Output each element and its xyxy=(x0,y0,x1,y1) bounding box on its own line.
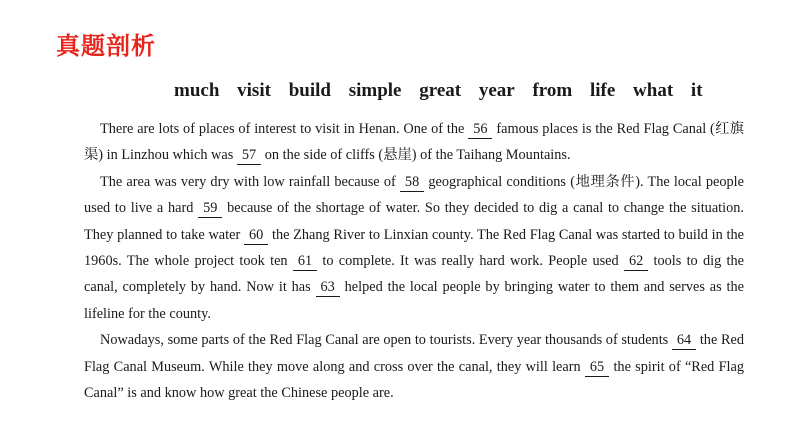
blank-58[interactable]: 58 xyxy=(400,174,424,192)
passage-text: the Zhang River to Linxian county. The Red Flag Canal was started to build in the 1960s. The whole project took ten xyxy=(84,226,744,270)
passage-text: on the side of cliffs (悬崖) of the Taihang Mountains. xyxy=(261,147,571,164)
word-bank-item: from xyxy=(532,80,573,101)
passage-text: famous places is the Red Flag Canal (红旗渠) in Linzhou which was xyxy=(84,121,744,164)
blank-61[interactable]: 61 xyxy=(293,253,317,271)
word-bank-item: much xyxy=(174,80,220,101)
paragraph-2 xyxy=(84,169,744,327)
word-bank xyxy=(174,80,703,102)
blank-62[interactable]: 62 xyxy=(624,253,648,271)
paragraph-3 xyxy=(84,327,744,406)
passage-text: helped the local people by bringing water to them and serves as the lifeline for the county. xyxy=(84,279,744,322)
passage-text: the Red Flag Canal Museum. While they move along and cross over the canal, they will learn xyxy=(84,332,744,375)
paragraph-1 xyxy=(84,116,744,169)
passage-text: because of the shortage of water. So they decided to dig a canal to change the situation. They planned to take water xyxy=(84,200,744,243)
blank-65[interactable]: 65 xyxy=(585,359,609,377)
word-bank-item: simple xyxy=(348,80,402,101)
passage-text: geographical conditions (地理条件). The local people used to live a hard xyxy=(84,173,744,217)
word-bank-item: what xyxy=(633,80,674,101)
passage-text: There are lots of places of interest to visit in Henan. One of the xyxy=(100,121,469,137)
blank-57[interactable]: 57 xyxy=(237,147,261,165)
word-bank-item: year xyxy=(478,80,515,101)
passage xyxy=(84,116,744,406)
blank-64[interactable]: 64 xyxy=(672,332,696,350)
word-bank-item: great xyxy=(419,80,462,101)
blank-59[interactable]: 59 xyxy=(198,200,222,218)
word-bank-item: build xyxy=(288,80,331,101)
page-title: 真题剖析 xyxy=(56,32,156,60)
blank-56[interactable]: 56 xyxy=(468,121,492,139)
word-bank-item: it xyxy=(690,80,703,101)
word-bank-item: life xyxy=(589,80,616,101)
blank-60[interactable]: 60 xyxy=(244,227,268,245)
passage-text: The area was very dry with low rainfall because of xyxy=(100,173,400,190)
passage-text: to complete. It was really hard work. People used xyxy=(317,253,624,270)
passage-text: the spirit of “Red Flag Canal” is and know how great the Chinese people are. xyxy=(84,358,744,402)
word-bank-item: visit xyxy=(237,80,271,101)
blank-63[interactable]: 63 xyxy=(316,279,340,297)
passage-text: Nowadays, some parts of the Red Flag Canal are open to tourists. Every year thousands of students xyxy=(100,332,672,349)
passage-text: tools to dig the canal, completely by hand. Now it has xyxy=(84,253,744,296)
